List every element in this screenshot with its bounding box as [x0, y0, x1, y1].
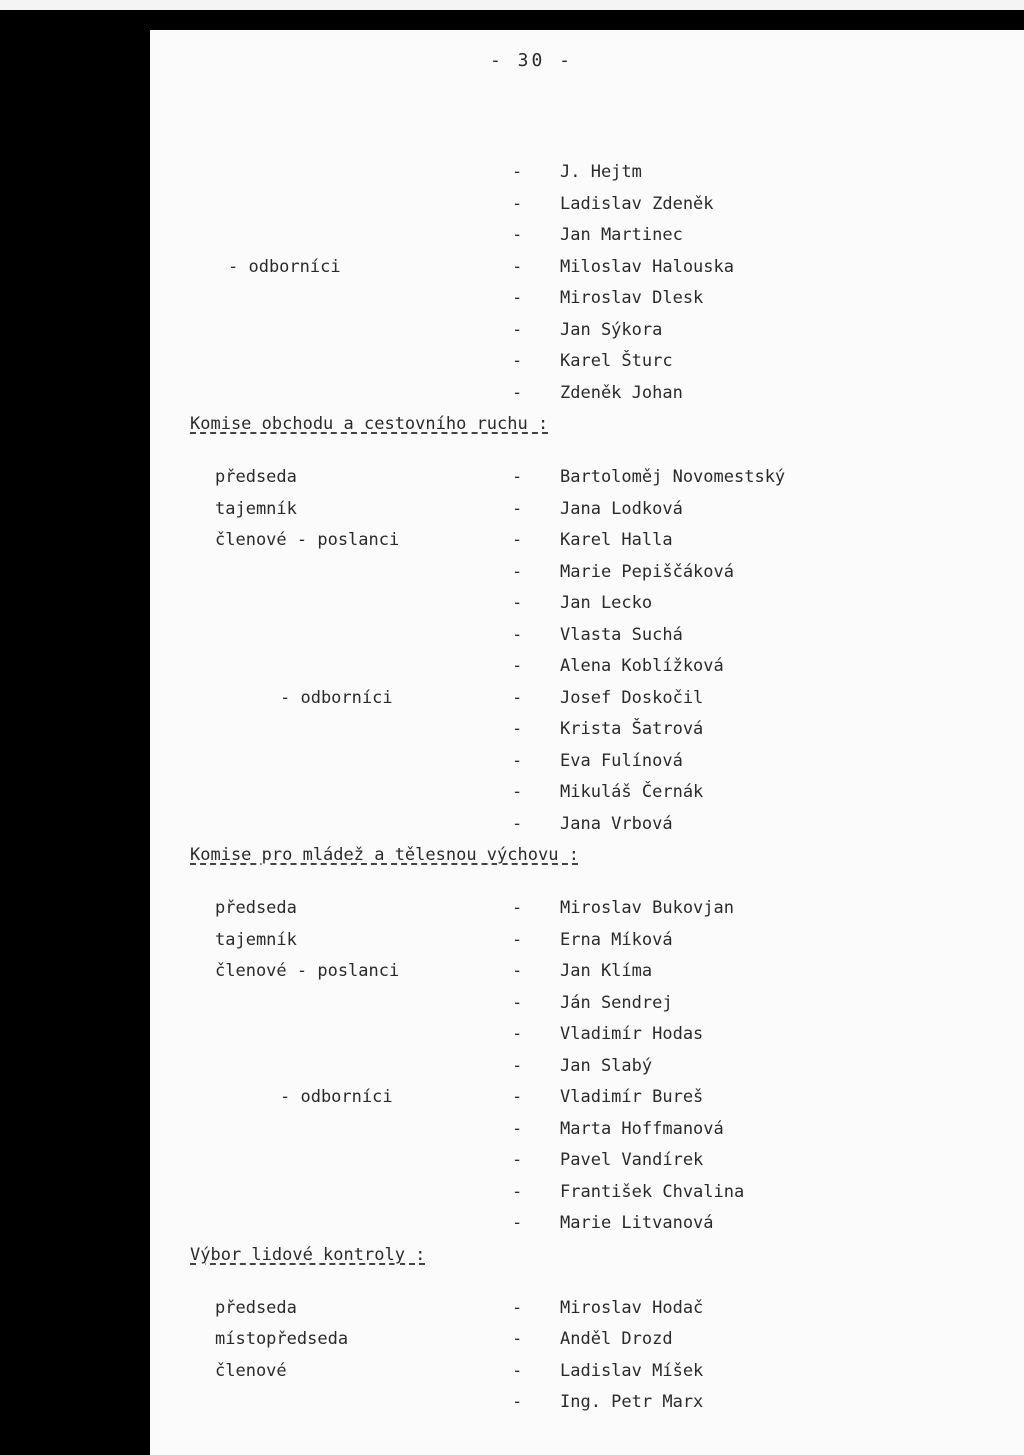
member-row [150, 558, 1024, 586]
dash-separator: - [512, 813, 523, 834]
member-name: Jan Klíma [560, 961, 653, 981]
member-name: Vlasta Suchá [560, 624, 683, 645]
member-name: Ladislav Zdeněk [560, 193, 714, 214]
member-row [150, 926, 1024, 954]
member-name: Karel Šturc [560, 351, 673, 371]
dash-separator: - [512, 624, 523, 645]
member-name: Jana Vrbová [560, 813, 673, 834]
member-name: Krista Šatrová [560, 719, 704, 739]
dash-separator: - [512, 1150, 523, 1170]
dash-separator: - [512, 898, 523, 918]
dash-separator: - [512, 319, 523, 340]
member-name: Jana Lodková [560, 498, 683, 519]
dash-separator: - [512, 351, 523, 371]
member-role-label: předseda [215, 467, 297, 487]
member-name: Vladimír Bureš [560, 1087, 704, 1107]
dash-separator: - [512, 1055, 523, 1076]
member-row [150, 1325, 1024, 1353]
dash-separator: - [512, 1024, 523, 1044]
dash-separator: - [512, 719, 523, 739]
member-name: Pavel Vandírek [560, 1150, 704, 1170]
member-row [150, 989, 1024, 1017]
dash-separator: - [512, 382, 523, 403]
member-role-label: členové - poslanci [215, 530, 400, 550]
member-name: Ing. Petr Marx [560, 1392, 704, 1412]
dash-separator: - [512, 1118, 523, 1139]
member-row [150, 495, 1024, 523]
dash-separator: - [512, 656, 523, 676]
dash-separator: - [512, 750, 523, 771]
member-name: Marta Hoffmanová [560, 1118, 724, 1139]
member-role-label: předseda [215, 1297, 297, 1318]
member-role-label: místopředseda [215, 1329, 349, 1349]
member-row [150, 1209, 1024, 1237]
member-row [150, 652, 1024, 680]
member-name: Karel Halla [560, 530, 673, 550]
dash-separator: - [512, 961, 523, 981]
dash-separator: - [512, 1297, 523, 1318]
member-name: Anděl Drozd [560, 1329, 673, 1349]
member-role-label: - odborníci [280, 687, 393, 708]
member-row [150, 1115, 1024, 1143]
member-row [150, 190, 1024, 218]
member-row [150, 1146, 1024, 1174]
member-row [150, 379, 1024, 407]
member-name: Marie Litvanová [560, 1213, 714, 1233]
member-row [150, 1083, 1024, 1111]
member-row [150, 894, 1024, 922]
member-name: Vladimír Hodas [560, 1024, 704, 1044]
dash-separator: - [512, 593, 523, 613]
dash-separator: - [512, 1329, 523, 1349]
dash-separator: - [512, 225, 523, 245]
member-name: Jan Lecko [560, 593, 653, 613]
member-row [150, 778, 1024, 806]
member-row [150, 621, 1024, 649]
member-row [150, 316, 1024, 344]
member-row [150, 715, 1024, 743]
dash-separator: - [512, 1392, 523, 1412]
member-role-label: tajemník [215, 498, 297, 519]
dash-separator: - [512, 256, 523, 277]
member-name: Mikuláš Černák [560, 782, 704, 802]
member-row [150, 221, 1024, 249]
member-row [150, 1388, 1024, 1416]
member-row [150, 463, 1024, 491]
member-row [150, 158, 1024, 186]
member-name: J. Hejtm [560, 162, 642, 182]
member-row [150, 253, 1024, 281]
member-name: Erna Míková [560, 929, 673, 950]
member-row [150, 526, 1024, 554]
member-name: Zdeněk Johan [560, 382, 683, 403]
member-role-label: tajemník [215, 929, 297, 950]
member-name: Alena Koblížková [560, 656, 724, 676]
dash-separator: - [512, 1360, 523, 1381]
top-edge-strip [0, 0, 1024, 10]
member-name: Jan Slabý [560, 1055, 653, 1076]
member-name: Jan Martinec [560, 225, 683, 245]
dash-separator: - [512, 498, 523, 519]
member-row [150, 284, 1024, 312]
member-role-label: - odborníci [280, 1087, 393, 1107]
page-number: - 30 - [490, 50, 574, 71]
dash-separator: - [512, 467, 523, 487]
dash-separator: - [512, 1087, 523, 1107]
member-row [150, 1357, 1024, 1385]
member-name: Miroslav Dlesk [560, 288, 704, 308]
member-row [150, 1294, 1024, 1322]
dash-separator: - [512, 162, 523, 182]
section-heading: Komise obchodu a cestovního ruchu : [190, 414, 549, 434]
member-name: Jan Sýkora [560, 319, 663, 340]
member-row [150, 347, 1024, 375]
member-name: Josef Doskočil [560, 687, 704, 708]
dash-separator: - [512, 193, 523, 214]
dash-separator: - [512, 929, 523, 950]
member-name: Eva Fulínová [560, 750, 683, 771]
member-name: Miloslav Halouska [560, 256, 734, 277]
member-name: Miroslav Bukovjan [560, 898, 734, 918]
document-page [150, 30, 1024, 1455]
member-role-label: - odborníci [228, 256, 341, 277]
member-row [150, 589, 1024, 617]
dash-separator: - [512, 530, 523, 550]
dash-separator: - [512, 687, 523, 708]
member-row [150, 747, 1024, 775]
member-role-label: předseda [215, 898, 297, 918]
section-heading: Výbor lidové kontroly : [190, 1244, 426, 1265]
member-row [150, 1020, 1024, 1048]
member-row [150, 810, 1024, 838]
member-row [150, 1178, 1024, 1206]
dash-separator: - [512, 992, 523, 1013]
dash-separator: - [512, 1213, 523, 1233]
member-row [150, 957, 1024, 985]
member-name: Bartoloměj Novomestský [560, 467, 786, 487]
member-name: František Chvalina [560, 1181, 745, 1202]
member-name: Miroslav Hodač [560, 1297, 704, 1318]
member-name: Ladislav Míšek [560, 1360, 704, 1381]
dash-separator: - [512, 561, 523, 582]
dash-separator: - [512, 1181, 523, 1202]
section-heading: Komise pro mládež a tělesnou výchovu : [190, 845, 579, 865]
dash-separator: - [512, 782, 523, 802]
member-row [150, 1052, 1024, 1080]
member-row [150, 684, 1024, 712]
member-role-label: členové [215, 1360, 287, 1381]
dash-separator: - [512, 288, 523, 308]
member-role-label: členové - poslanci [215, 961, 400, 981]
member-name: Marie Pepiščáková [560, 561, 734, 582]
member-name: Ján Sendrej [560, 992, 673, 1013]
